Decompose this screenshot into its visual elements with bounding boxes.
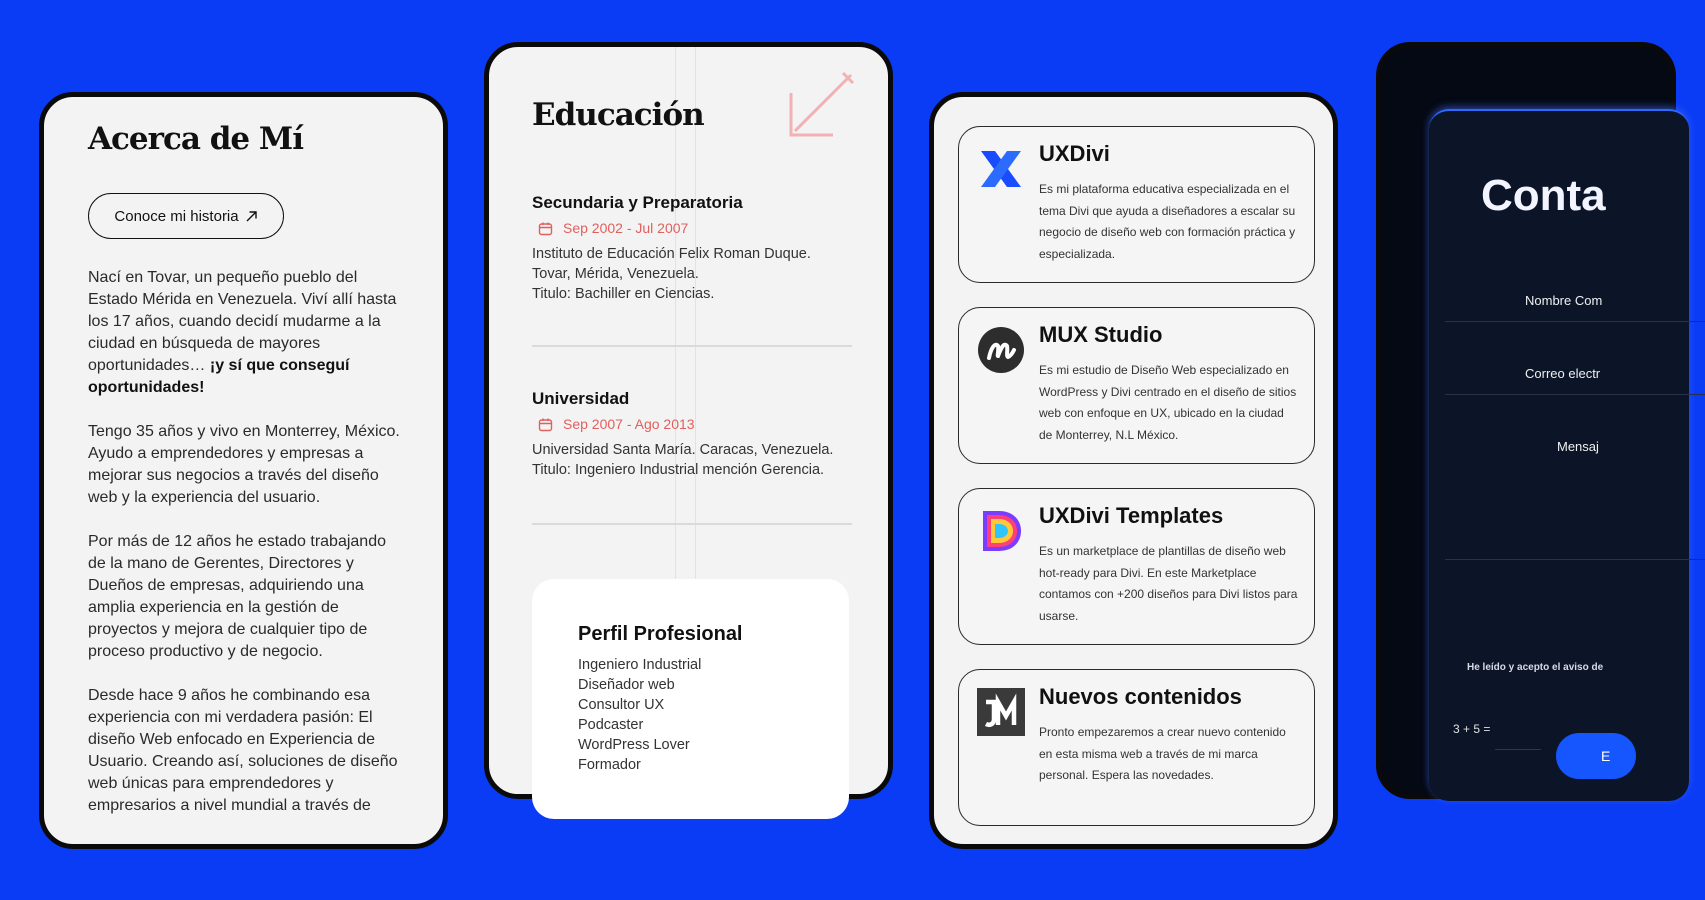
education-item-details [532, 440, 852, 480]
education-item-date: Sep 2002 - Jul 2007 [563, 220, 689, 236]
story-button[interactable] [88, 193, 284, 239]
calendar-icon [538, 221, 553, 236]
about-text [88, 267, 406, 839]
project-card[interactable] [958, 669, 1315, 826]
story-button-label: Conoce mi historia [114, 207, 239, 225]
contact-form [1429, 109, 1689, 801]
about-p1-bold: ¡y sí que conseguí oportunidades! [88, 357, 350, 396]
education-item-title: Secundaria y Preparatoria [532, 193, 743, 212]
education-item-line: Universidad Santa María. Caracas, Venezuela. [532, 442, 834, 458]
education-item-line: Titulo: Bachiller en Ciencias. [532, 286, 715, 302]
education-item-line: Titulo: Ingeniero Industrial mención Gerencia. [532, 462, 825, 478]
project-title: UXDivi Templates [1039, 503, 1224, 528]
about-paragraph-1 [88, 267, 406, 399]
email-field-label: Correo electr [1525, 366, 1601, 381]
project-card[interactable] [958, 307, 1315, 464]
message-field[interactable] [1445, 559, 1705, 560]
education-item-title: Universidad [532, 389, 630, 408]
uxdivi-x-logo-icon [977, 145, 1025, 193]
captcha-question: 3 + 5 = [1453, 722, 1491, 736]
captcha-input[interactable] [1495, 733, 1541, 750]
profile-item: Formador [578, 757, 641, 773]
about-p1-text: Nací en Tovar, un pequeño pueblo del Estado Mérida en Venezuela. Viví allí hasta los 17 años, cuando decidí mudarme a la ciudad en búsqueda de mayores oportunidades… [88, 269, 397, 374]
project-title: MUX Studio [1039, 322, 1163, 347]
arrow-up-right-icon [245, 210, 258, 223]
education-item-line: Instituto de Educación Felix Roman Duque. [532, 246, 811, 262]
divider [532, 523, 852, 525]
profile-title: Perfil Profesional [578, 623, 743, 645]
education-card [484, 42, 893, 799]
project-title: UXDivi [1039, 141, 1110, 166]
project-description: Es mi estudio de Diseño Web especializado en WordPress y Divi centrado en el diseño de sitios web con enfoque en UX, ubicado en la ciudad de Monterrey, N.L México. [1039, 363, 1297, 442]
name-field[interactable] [1445, 321, 1705, 322]
about-card [39, 92, 448, 849]
project-description: Es un marketplace de plantillas de diseño web hot-ready para Divi. En este Marketplace contamos con +200 diseños para Divi listos para usarse. [1039, 544, 1298, 623]
contact-title: Conta [1481, 171, 1606, 220]
education-item-details [532, 244, 852, 304]
education-item-line: Tovar, Mérida, Venezuela. [532, 266, 699, 282]
education-item [532, 389, 852, 480]
about-title: Acerca de Mí [88, 121, 304, 157]
profile-item: Consultor UX [578, 697, 665, 713]
profile-box [532, 579, 849, 819]
send-button[interactable]: E [1556, 733, 1636, 779]
profile-item: Ingeniero Industrial [578, 657, 702, 673]
project-description: Es mi plataforma educativa especializada en el tema Divi que ayuda a diseñadores a escalar su negocio de diseño web con formación práctica y especializada. [1039, 182, 1296, 261]
accept-terms-label[interactable]: He leído y acepto el aviso de [1467, 662, 1604, 673]
jm-logo-icon [977, 688, 1025, 736]
education-title: Educación [532, 97, 704, 133]
arrow-down-left-icon [785, 71, 855, 141]
profile-list [578, 655, 701, 775]
education-item-date-row [538, 220, 852, 236]
project-title: Nuevos contenidos [1039, 684, 1242, 709]
education-item [532, 193, 852, 304]
profile-item: Diseñador web [578, 677, 675, 693]
about-paragraph-4: Desde hace 9 años he combinando esa experiencia con mi verdadera pasión: El diseño Web enfocado en Experiencia de Usuario. Creando así, soluciones de diseño web únicas para emprendedores y empresarios a nivel mundial a través de [88, 687, 398, 814]
mux-studio-logo-icon [977, 326, 1025, 374]
about-paragraph-2: Tengo 35 años y vivo en Monterrey, México. Ayudo a emprendedores y empresas a mejorar sus negocios a través del diseño web y la experiencia del usuario. [88, 423, 400, 506]
name-field-label: Nombre Com [1525, 293, 1603, 308]
project-description: Pronto empezaremos a crear nuevo contenido en esta misma web a través de mi marca personal. Espera las novedades. [1039, 725, 1286, 782]
calendar-icon [538, 417, 553, 432]
about-paragraph-3: Por más de 12 años he estado trabajando de la mano de Gerentes, Directores y Dueños de empresas, adquiriendo una amplia experiencia en la gestión de proyectos y mejora de cualquier tipo de proceso productivo y de negocio. [88, 533, 386, 660]
message-field-label: Mensaj [1557, 439, 1599, 454]
uxdivi-templates-logo-icon [977, 507, 1025, 555]
education-item-date-row [538, 416, 852, 432]
projects-card [929, 92, 1338, 849]
education-item-date: Sep 2007 - Ago 2013 [563, 416, 695, 432]
project-card[interactable] [958, 126, 1315, 283]
profile-item: Podcaster [578, 717, 644, 733]
profile-item: WordPress Lover [578, 737, 690, 753]
project-card[interactable] [958, 488, 1315, 645]
email-field[interactable] [1445, 394, 1705, 395]
contact-card [1376, 42, 1676, 799]
divider [532, 345, 852, 347]
